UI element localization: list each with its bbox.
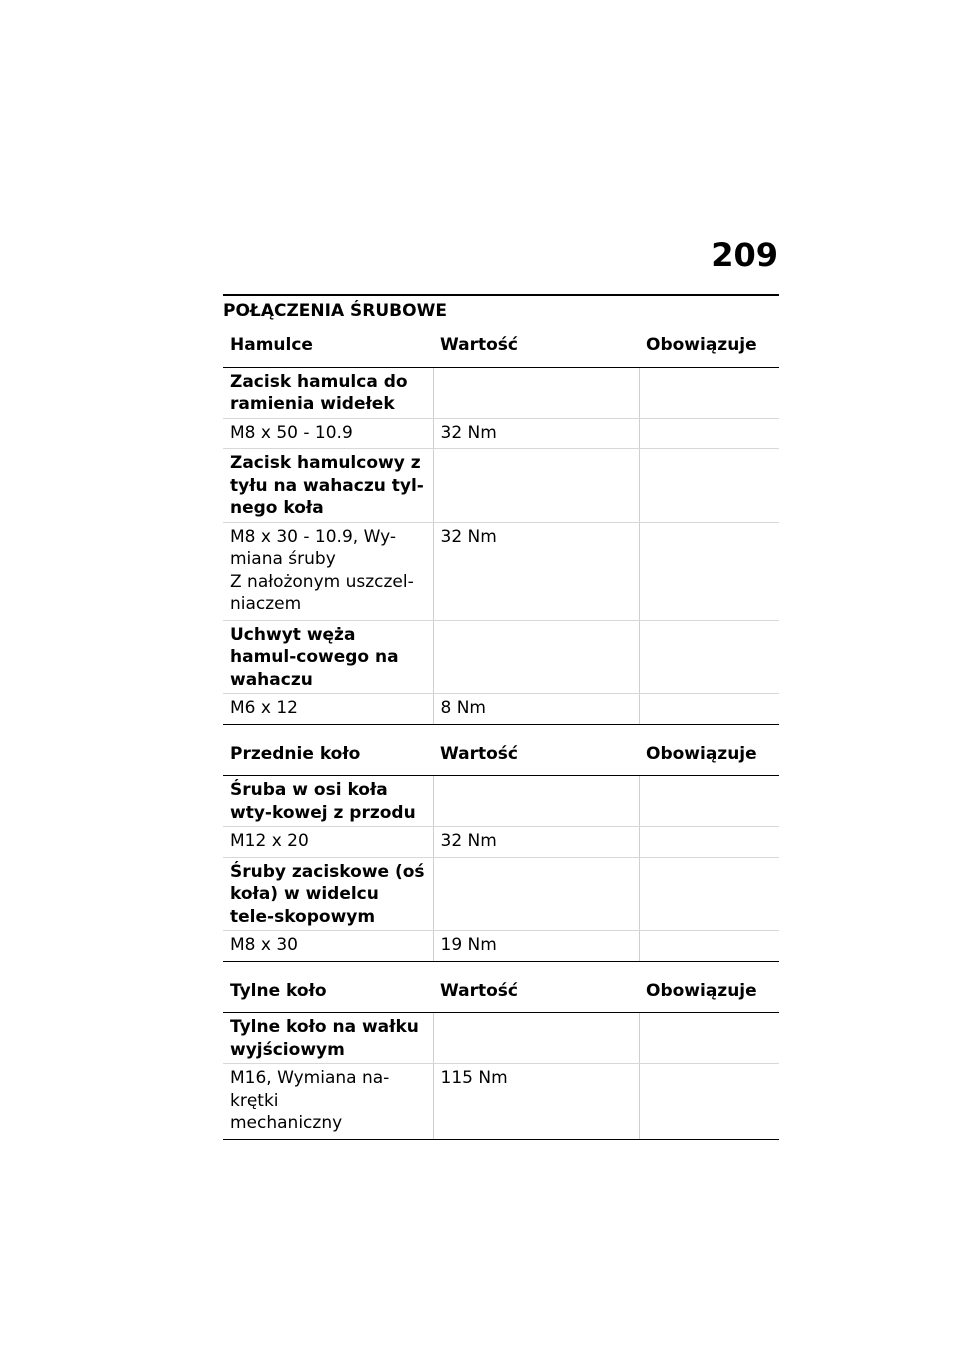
torque-table-brakes [223, 322, 779, 725]
table-row [223, 418, 779, 449]
component-name: Zacisk hamulcowy z tyłu na wahaczu tyl-nego koła [223, 449, 433, 523]
torque-value [433, 449, 639, 523]
table-row [223, 931, 779, 962]
table-row [223, 1013, 779, 1064]
torque-value [433, 776, 639, 827]
fastener-spec-text: M16, Wymiana na-krętki [230, 1068, 390, 1111]
torque-value: 32 Nm [433, 522, 639, 620]
torque-value: 32 Nm [433, 827, 639, 858]
table-row [223, 620, 779, 694]
component-name: Uchwyt węża hamul-cowego na wahaczu [223, 620, 433, 694]
column-header-component: Przednie koło [223, 731, 433, 776]
table-header-row [223, 322, 779, 367]
table-row [223, 776, 779, 827]
table-header-row [223, 968, 779, 1013]
torque-value: 8 Nm [433, 694, 639, 725]
column-header-component: Tylne koło [223, 968, 433, 1013]
column-header-value: Wartość [433, 322, 639, 367]
table-row [223, 857, 779, 931]
fastener-note: mechaniczny [230, 1113, 343, 1133]
fastener-spec: M8 x 30 [223, 931, 433, 962]
torque-value: 115 Nm [433, 1064, 639, 1140]
fastener-spec [223, 1064, 433, 1140]
applies-cell [639, 418, 779, 449]
applies-cell [639, 857, 779, 931]
applies-cell [639, 620, 779, 694]
column-header-applies: Obowiązuje [639, 322, 779, 367]
fastener-spec [223, 522, 433, 620]
component-name: Śruby zaciskowe (oś koła) w widelcu tele-skopowym [223, 857, 433, 931]
column-header-value: Wartość [433, 968, 639, 1013]
torque-value: 32 Nm [433, 418, 639, 449]
fastener-spec-text: M8 x 30 - 10.9, Wy-miana śruby [230, 526, 396, 569]
column-header-value: Wartość [433, 731, 639, 776]
page-content [223, 294, 779, 1140]
fastener-note: Z nałożonym uszczel-niaczem [230, 571, 414, 614]
torque-table-rear-wheel [223, 968, 779, 1140]
component-name: Zacisk hamulca do ramienia widełek [223, 367, 433, 418]
applies-cell [639, 694, 779, 725]
table-row [223, 827, 779, 858]
component-name: Śruba w osi koła wty-kowej z przodu [223, 776, 433, 827]
fastener-spec: M12 x 20 [223, 827, 433, 858]
applies-cell [639, 827, 779, 858]
torque-value [433, 1013, 639, 1064]
column-header-component: Hamulce [223, 322, 433, 367]
applies-cell [639, 931, 779, 962]
applies-cell [639, 1013, 779, 1064]
table-row [223, 367, 779, 418]
table-row [223, 522, 779, 620]
page-number: 209 [711, 236, 778, 274]
applies-cell [639, 522, 779, 620]
torque-value: 19 Nm [433, 931, 639, 962]
applies-cell [639, 367, 779, 418]
component-name: Tylne koło na wałku wyjściowym [223, 1013, 433, 1064]
fastener-spec: M8 x 50 - 10.9 [223, 418, 433, 449]
column-header-applies: Obowiązuje [639, 968, 779, 1013]
torque-value [433, 367, 639, 418]
applies-cell [639, 1064, 779, 1140]
table-row [223, 449, 779, 523]
torque-value [433, 620, 639, 694]
section-rule [223, 294, 779, 296]
applies-cell [639, 449, 779, 523]
torque-table-front-wheel [223, 731, 779, 962]
section-title: POŁĄCZENIA ŚRUBOWE [223, 301, 447, 321]
table-header-row [223, 731, 779, 776]
fastener-spec: M6 x 12 [223, 694, 433, 725]
applies-cell [639, 776, 779, 827]
torque-value [433, 857, 639, 931]
table-row [223, 1064, 779, 1140]
column-header-applies: Obowiązuje [639, 731, 779, 776]
table-row [223, 694, 779, 725]
